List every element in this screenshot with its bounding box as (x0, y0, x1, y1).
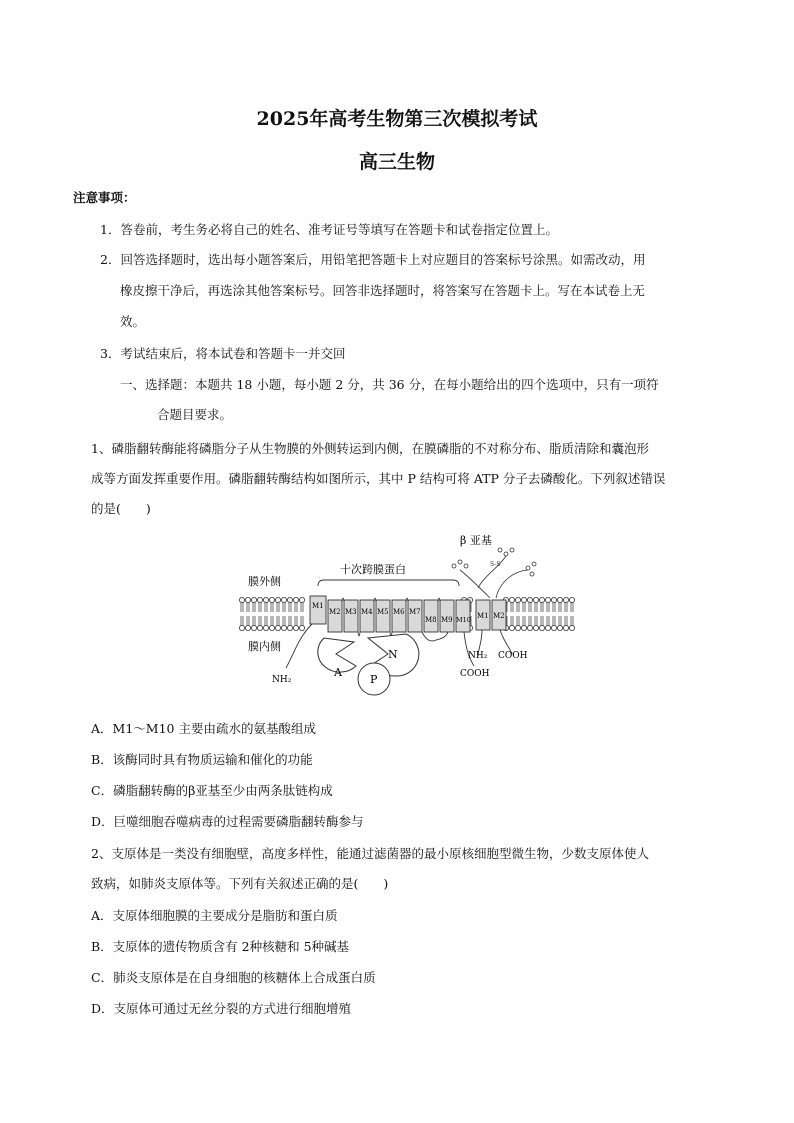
notice-item-1: 1．答卷前，考生务必将自己的姓名、准考证号等填写在答题卡和试卷指定位置上。 (100, 222, 558, 237)
q2-option-a: A．支原体细胞膜的主要成分是脂肪和蛋白质 (91, 908, 338, 923)
beta-subunit-label: β 亚基 (460, 534, 492, 547)
q2-option-b: B．支原体的遗传物质含有 2种核糖和 5种碱基 (91, 939, 350, 954)
domain-p (358, 663, 390, 695)
segment-label-m8: M8 (425, 616, 437, 624)
domain-p-label: P (370, 673, 378, 686)
q1-stem-line-2: 成等方面发挥重要作用。磷脂翻转酶结构如图所示，其中 P 结构可将 ATP 分子去磷酸化。下列叙述错误 (91, 471, 666, 486)
beta-subunit-segments (476, 600, 506, 630)
inner-side-label: 膜内侧 (248, 640, 281, 653)
segment-label-m10: M10 (456, 616, 471, 624)
q1-option-a: A．M1～M10 主要由疏水的氨基酸组成 (91, 721, 316, 736)
beta-label-m2: M2 (493, 612, 505, 620)
segment-label-m7: M7 (409, 608, 421, 616)
transmembrane-segments (310, 596, 471, 632)
notice-item-2-line-3: 效。 (120, 314, 146, 329)
domain-a (318, 638, 356, 679)
q2-stem-line-1: 2、支原体是一类没有细胞壁，高度多样性，能通过滤菌器的最小原核细胞型微生物，少数支原体使人 (91, 846, 649, 861)
notice-item-3: 3．考试结束后，将本试卷和答题卡一并交回 (100, 346, 346, 361)
q1-stem-line-1: 1、磷脂翻转酶能将磷脂分子从生物膜的外侧转运到内侧，在膜磷脂的不对称分布、脂质清除和囊泡形 (91, 441, 649, 456)
q2-stem-line-2: 致病，如肺炎支原体等。下列有关叙述正确的是( ) (91, 876, 389, 891)
outer-side-label: 膜外侧 (248, 575, 281, 588)
q1-stem-line-3: 的是( ) (91, 501, 151, 516)
domain-a-label: A (334, 666, 342, 679)
svg-text:S-S: S-S (490, 561, 501, 568)
lipid-bilayer-right (503, 597, 574, 630)
notice-item-2-line-1: 2．回答选择题时，选出每小题答案后，用铅笔把答题卡上对应题目的答案标号涂黑。如需改动，用 (100, 252, 646, 267)
segment-label-m3: M3 (345, 608, 357, 616)
segment-label-m4: M4 (361, 608, 373, 616)
q2-option-c: C．肺炎支原体是在自身细胞的核糖体上合成蛋白质 (91, 970, 376, 985)
segment-label-m9: M9 (441, 616, 453, 624)
lipid-bilayer-left (239, 597, 304, 630)
cooh-label-2: COOH (498, 651, 528, 661)
q1-option-d: D．巨噬细胞吞噬病毒的过程需要磷脂翻转酶参与 (91, 814, 364, 829)
flippase-structure-figure (228, 526, 590, 704)
domain-n-label: N (388, 648, 398, 661)
tm-protein-label: 十次跨膜蛋白 (340, 563, 406, 576)
notice-item-2-line-2: 橡皮擦干净后，再选涂其他答案标号。回答非选择题时，将答案写在答题卡上。写在本试卷上无 (120, 283, 646, 298)
segment-label-m2: M2 (329, 608, 341, 616)
exam-subtitle: 高三生物 (358, 151, 435, 173)
segment-label-m1: M1 (312, 602, 324, 610)
beta-subunit-glycans-icon (452, 548, 536, 598)
q1-option-b: B．该酶同时具有物质运输和催化的功能 (91, 752, 313, 767)
q2-option-d: D．支原体可通过无丝分裂的方式进行细胞增殖 (91, 1001, 352, 1016)
segment-label-m6: M6 (393, 608, 405, 616)
tm-protein-bracket (318, 580, 459, 586)
notice-heading: 注意事项： (73, 190, 136, 205)
segment-label-m5: M5 (377, 608, 389, 616)
section-heading-line-2: 合题目要求。 (157, 407, 233, 422)
nh2-label-left: NH₂ (272, 675, 292, 685)
cooh-label-1: COOH (460, 669, 490, 679)
exam-title: 2025年高考生物第三次模拟考试 (256, 108, 538, 130)
beta-label-m1: M1 (477, 612, 489, 620)
q1-option-c: C．磷脂翻转酶的β亚基至少由两条肽链构成 (91, 783, 333, 798)
section-heading-line-1: 一、选择题：本题共 18 小题，每小题 2 分，共 36 分，在每小题给出的四个选项中，只有一项符 (120, 377, 659, 392)
nh2-label-right: NH₂ (468, 651, 488, 661)
